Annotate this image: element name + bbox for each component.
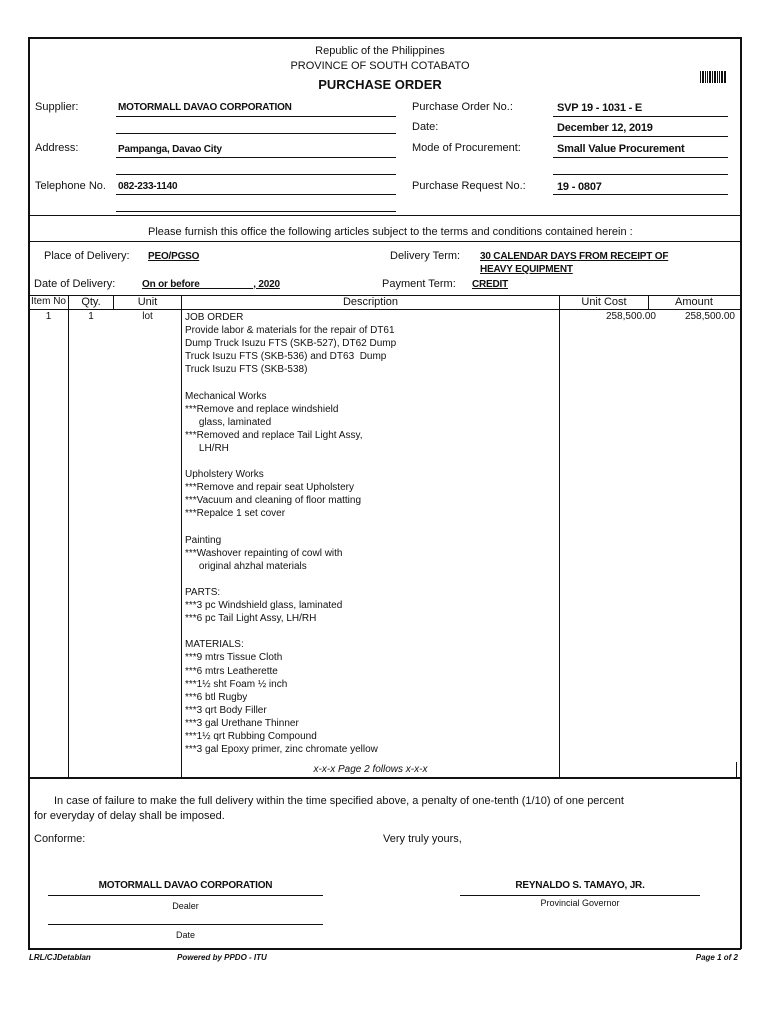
date-of-delivery-value: On or before__________, 2020: [142, 279, 280, 290]
official-title: Provincial Governor: [540, 898, 620, 908]
description-line: Mechanical Works: [185, 390, 267, 402]
address-label: Address:: [35, 142, 79, 154]
description-line: ***1½ qrt Rubbing Compound: [185, 731, 317, 742]
dealer-label: Dealer: [172, 901, 199, 911]
row-unit-cost: 258,500.00: [605, 311, 656, 322]
col-header-item-no: Item No: [30, 296, 66, 307]
po-number-label: Purchase Order No.:: [412, 101, 513, 113]
description-line: original ahzhal materials: [185, 560, 307, 572]
row-unit: lot: [142, 311, 153, 322]
description-line: ***Repalce 1 set cover: [185, 508, 286, 520]
official-name: REYNALDO S. TAMAYO, JR.: [515, 880, 645, 891]
supplier-underline: [116, 116, 396, 117]
terms-box-top: [28, 777, 741, 779]
description-line: Upholstery Works: [185, 469, 264, 481]
date-signature-line: [48, 924, 323, 925]
closing-text: Very truly yours,: [383, 833, 462, 845]
telephone-label: Telephone No.: [35, 180, 106, 192]
delivery-term-label: Delivery Term:: [390, 250, 461, 262]
col-header-qty: Qty.: [81, 296, 101, 308]
supplier-value: MOTORMALL DAVAO CORPORATION: [118, 102, 292, 113]
date-sign-label: Date: [175, 930, 195, 940]
top-border: [28, 37, 741, 39]
pr-number-value: 19 - 0807: [557, 181, 602, 193]
instruction-underline: [28, 241, 740, 242]
table-header-bottom: [28, 309, 740, 310]
description-line: ***9 mtrs Tissue Cloth: [185, 652, 283, 664]
address-value: Pampanga, Davao City: [118, 144, 222, 155]
place-of-delivery-value: PEO/PGSO: [148, 251, 200, 262]
date-value: December 12, 2019: [557, 122, 653, 134]
description-line: ***1½ sht Foam ½ inch: [185, 678, 288, 690]
description-line: ***6 pc Tail Light Assy, LH/RH: [185, 613, 317, 625]
description-line: MATERIALS:: [185, 639, 244, 651]
dealer-signature-line: [48, 895, 323, 896]
description-line: ***3 pc Windshield glass, laminated: [185, 600, 343, 612]
col-header-unit-cost: Unit Cost: [581, 296, 627, 308]
date-label: Date:: [412, 121, 439, 133]
page-continuation-note: x-x-x Page 2 follows x-x-x: [313, 764, 428, 775]
footer-page-number: Page 1 of 2: [695, 953, 738, 962]
description-line: ***6 btl Rugby: [185, 691, 248, 703]
description-line: Dump Truck Isuzu FTS (SKB-527), DT62 Dump: [185, 338, 397, 350]
left-border: [28, 37, 30, 949]
right-border: [740, 37, 742, 949]
po-number-underline: [553, 116, 728, 117]
row-qty: 1: [88, 311, 94, 322]
pr-number-underline: [553, 194, 728, 195]
footer-center: Powered by PPDO - ITU: [177, 953, 267, 962]
pr-number-label: Purchase Request No.:: [412, 180, 526, 192]
telephone-underline: [116, 194, 396, 195]
telephone-extra-underline: [116, 211, 396, 212]
delivery-term-value-1: 30 CALENDAR DAYS FROM RECEIPT OF: [480, 251, 669, 262]
description-line: Painting: [185, 534, 222, 546]
description-line: [185, 625, 557, 638]
description-line: LH/RH: [185, 442, 229, 454]
header-line-2: PROVINCE OF SOUTH COTABATO: [290, 60, 470, 72]
po-number-value: SVP 19 - 1031 - E: [557, 102, 643, 114]
row-amount: 258,500.00: [684, 311, 735, 322]
row-description: [185, 311, 557, 756]
description-line: PARTS:: [185, 586, 221, 598]
description-line: JOB ORDER: [185, 312, 244, 323]
address-extra-underline: [116, 174, 396, 175]
description-line: [185, 455, 557, 468]
description-line: ***3 gal Urethane Thinner: [185, 717, 299, 729]
col-divider-6: [736, 762, 737, 777]
delivery-term-value-2: HEAVY EQUIPMENT: [480, 264, 573, 275]
col-header-unit: Unit: [137, 296, 158, 308]
conforme-label: Conforme:: [34, 833, 86, 845]
description-line: ***Vacuum and cleaning of floor matting: [185, 495, 362, 507]
row-item-no: 1: [45, 311, 52, 322]
penalty-line-2: for everyday of delay shall be imposed.: [34, 810, 225, 822]
mode-value: Small Value Procurement: [557, 143, 685, 155]
description-line: ***Removed and replace Tail Light Assy,: [185, 429, 363, 441]
description-line: [185, 376, 557, 389]
header-line-1: Republic of the Philippines: [315, 45, 445, 57]
supplier-label: Supplier:: [35, 101, 79, 113]
col-header-description: Description: [342, 296, 399, 308]
mode-extra-underline: [553, 174, 728, 175]
description-line: [185, 573, 557, 586]
penalty-line-1: In case of failure to make the full delivery within the time specified above, a penalty of one-tenth (1/10) of one percent: [54, 795, 624, 807]
description-line: ***Remove and replace windshield: [185, 403, 339, 415]
date-underline: [553, 136, 728, 137]
address-underline: [116, 157, 396, 158]
date-of-delivery-label: Date of Delivery:: [34, 278, 116, 290]
page-title: PURCHASE ORDER: [318, 77, 442, 92]
description-line: ***3 gal Epoxy primer, zinc chromate yellow: [185, 744, 378, 756]
col-divider-5: [648, 295, 649, 309]
col-header-amount: Amount: [675, 296, 713, 308]
telephone-value: 082-233-1140: [118, 181, 178, 192]
barcode-icon: [700, 71, 726, 83]
payment-term-value: CREDIT: [472, 279, 509, 290]
supplier-extra-underline: [116, 133, 396, 134]
description-line: ***3 qrt Body Filler: [185, 704, 267, 716]
description-line: ***Washover repainting of cowl with: [185, 547, 343, 559]
instruction-divider: [28, 215, 740, 216]
description-line: Truck Isuzu FTS (SKB-536) and DT63 Dump: [185, 351, 387, 363]
col-divider-4: [559, 295, 560, 777]
description-line: Truck Isuzu FTS (SKB-538): [185, 364, 308, 376]
description-line: ***Remove and repair seat Upholstery: [185, 482, 354, 494]
footer-left: LRL/CJDetablan: [29, 953, 91, 962]
mode-label: Mode of Procurement:: [412, 142, 521, 154]
description-line: Provide labor & materials for the repair of DT61: [185, 325, 395, 337]
col-divider-1: [68, 295, 69, 777]
payment-term-label: Payment Term:: [382, 278, 456, 290]
dealer-name: MOTORMALL DAVAO CORPORATION: [98, 880, 273, 891]
official-signature-line: [460, 895, 700, 896]
col-divider-2: [113, 295, 114, 309]
description-line: [185, 521, 557, 534]
place-of-delivery-label: Place of Delivery:: [44, 250, 130, 262]
description-line: ***6 mtrs Leatherette: [185, 665, 278, 677]
instruction-text: Please furnish this office the following articles subject to the terms and conditions contained herein :: [148, 226, 633, 238]
bottom-border: [28, 948, 741, 950]
mode-underline: [553, 157, 728, 158]
col-divider-3: [181, 295, 182, 777]
description-line: glass, laminated: [185, 416, 272, 428]
